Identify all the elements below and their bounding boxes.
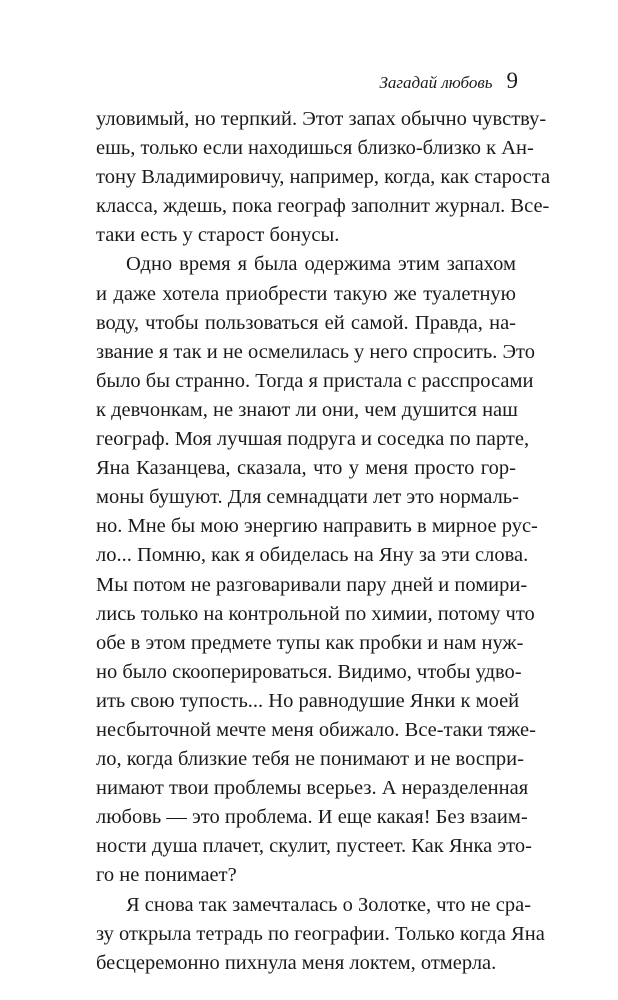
page-number: 9 [506,68,518,93]
text-line: обе в этом предмете тупы как пробки и нам нуж- [96,631,524,654]
text-line: Одно время я была одержима этим запахом [126,253,516,276]
text-line: моны бушуют. Для семнадцати лет это нормаль- [96,486,519,509]
text-line: Мы потом не разговаривали пару дней и помири- [96,573,528,596]
text-line: лись только на контрольной по химии, потому что [96,602,535,625]
text-line: нимают твои проблемы всерьез. А неразделенная [96,777,529,800]
text-line: несбыточной мечте меня обижало. Все-таки тяже- [96,718,536,741]
text-line: бесцеремонно пихнула меня локтем, отмерла. [96,951,497,974]
text-line: любовь — это проблема. И еще какая! Без взаим- [96,806,528,829]
text-line: но. Мне бы мою энергию направить в мирное рус- [96,515,538,538]
text-line: уловимый, но терпкий. Этот запах обычно чувству- [96,108,547,130]
text-line: зу открыла тетрадь по географии. Только когда Яна [96,922,545,945]
running-title: Загадай любовь [379,73,493,92]
text-line: го не понимает? [96,864,237,887]
text-line: к девчонкам, не знают ли они, чем душится наш [96,398,518,421]
text-line: воду, чтобы пользоваться ей самой. Правда, на- [96,311,516,334]
text-line: класса, ждешь, пока географ заполнит журнал. Все- [96,195,550,218]
text-line: тону Владимировичу, например, когда, как староста [96,166,551,189]
page-header [379,68,518,94]
body-text [96,105,551,978]
text-line: географ. Моя лучшая подруга и соседка по парте, [96,428,530,451]
text-line: но было скооперироваться. Видимо, чтобы удво- [96,660,522,683]
text-line: ло, когда близкие тебя не понимают и не воспри- [96,748,524,771]
text-line: таки есть у старост бонусы. [96,224,340,247]
text-line: ить свою тупость... Но равнодушие Янки к моей [96,689,520,712]
text-line: и даже хотела приобрести такую же туалетную [96,282,516,305]
text-line: ло... Помню, как я обиделась на Яну за эти слова. [96,544,529,567]
text-line: Яна Казанцева, сказала, что у меня просто гор- [96,457,516,480]
text-line: Я снова так замечталась о Золотке, что не сра- [126,893,532,916]
text-line: ешь, только если находишься близко-близко к Ан- [96,137,534,160]
text-line: звание я так и не осмелилась у него спросить. Это [96,340,535,363]
text-line: ности душа плачет, скулит, пустеет. Как Янка это- [96,835,532,858]
text-line: было бы странно. Тогда я пристала с расспросами [96,369,534,392]
